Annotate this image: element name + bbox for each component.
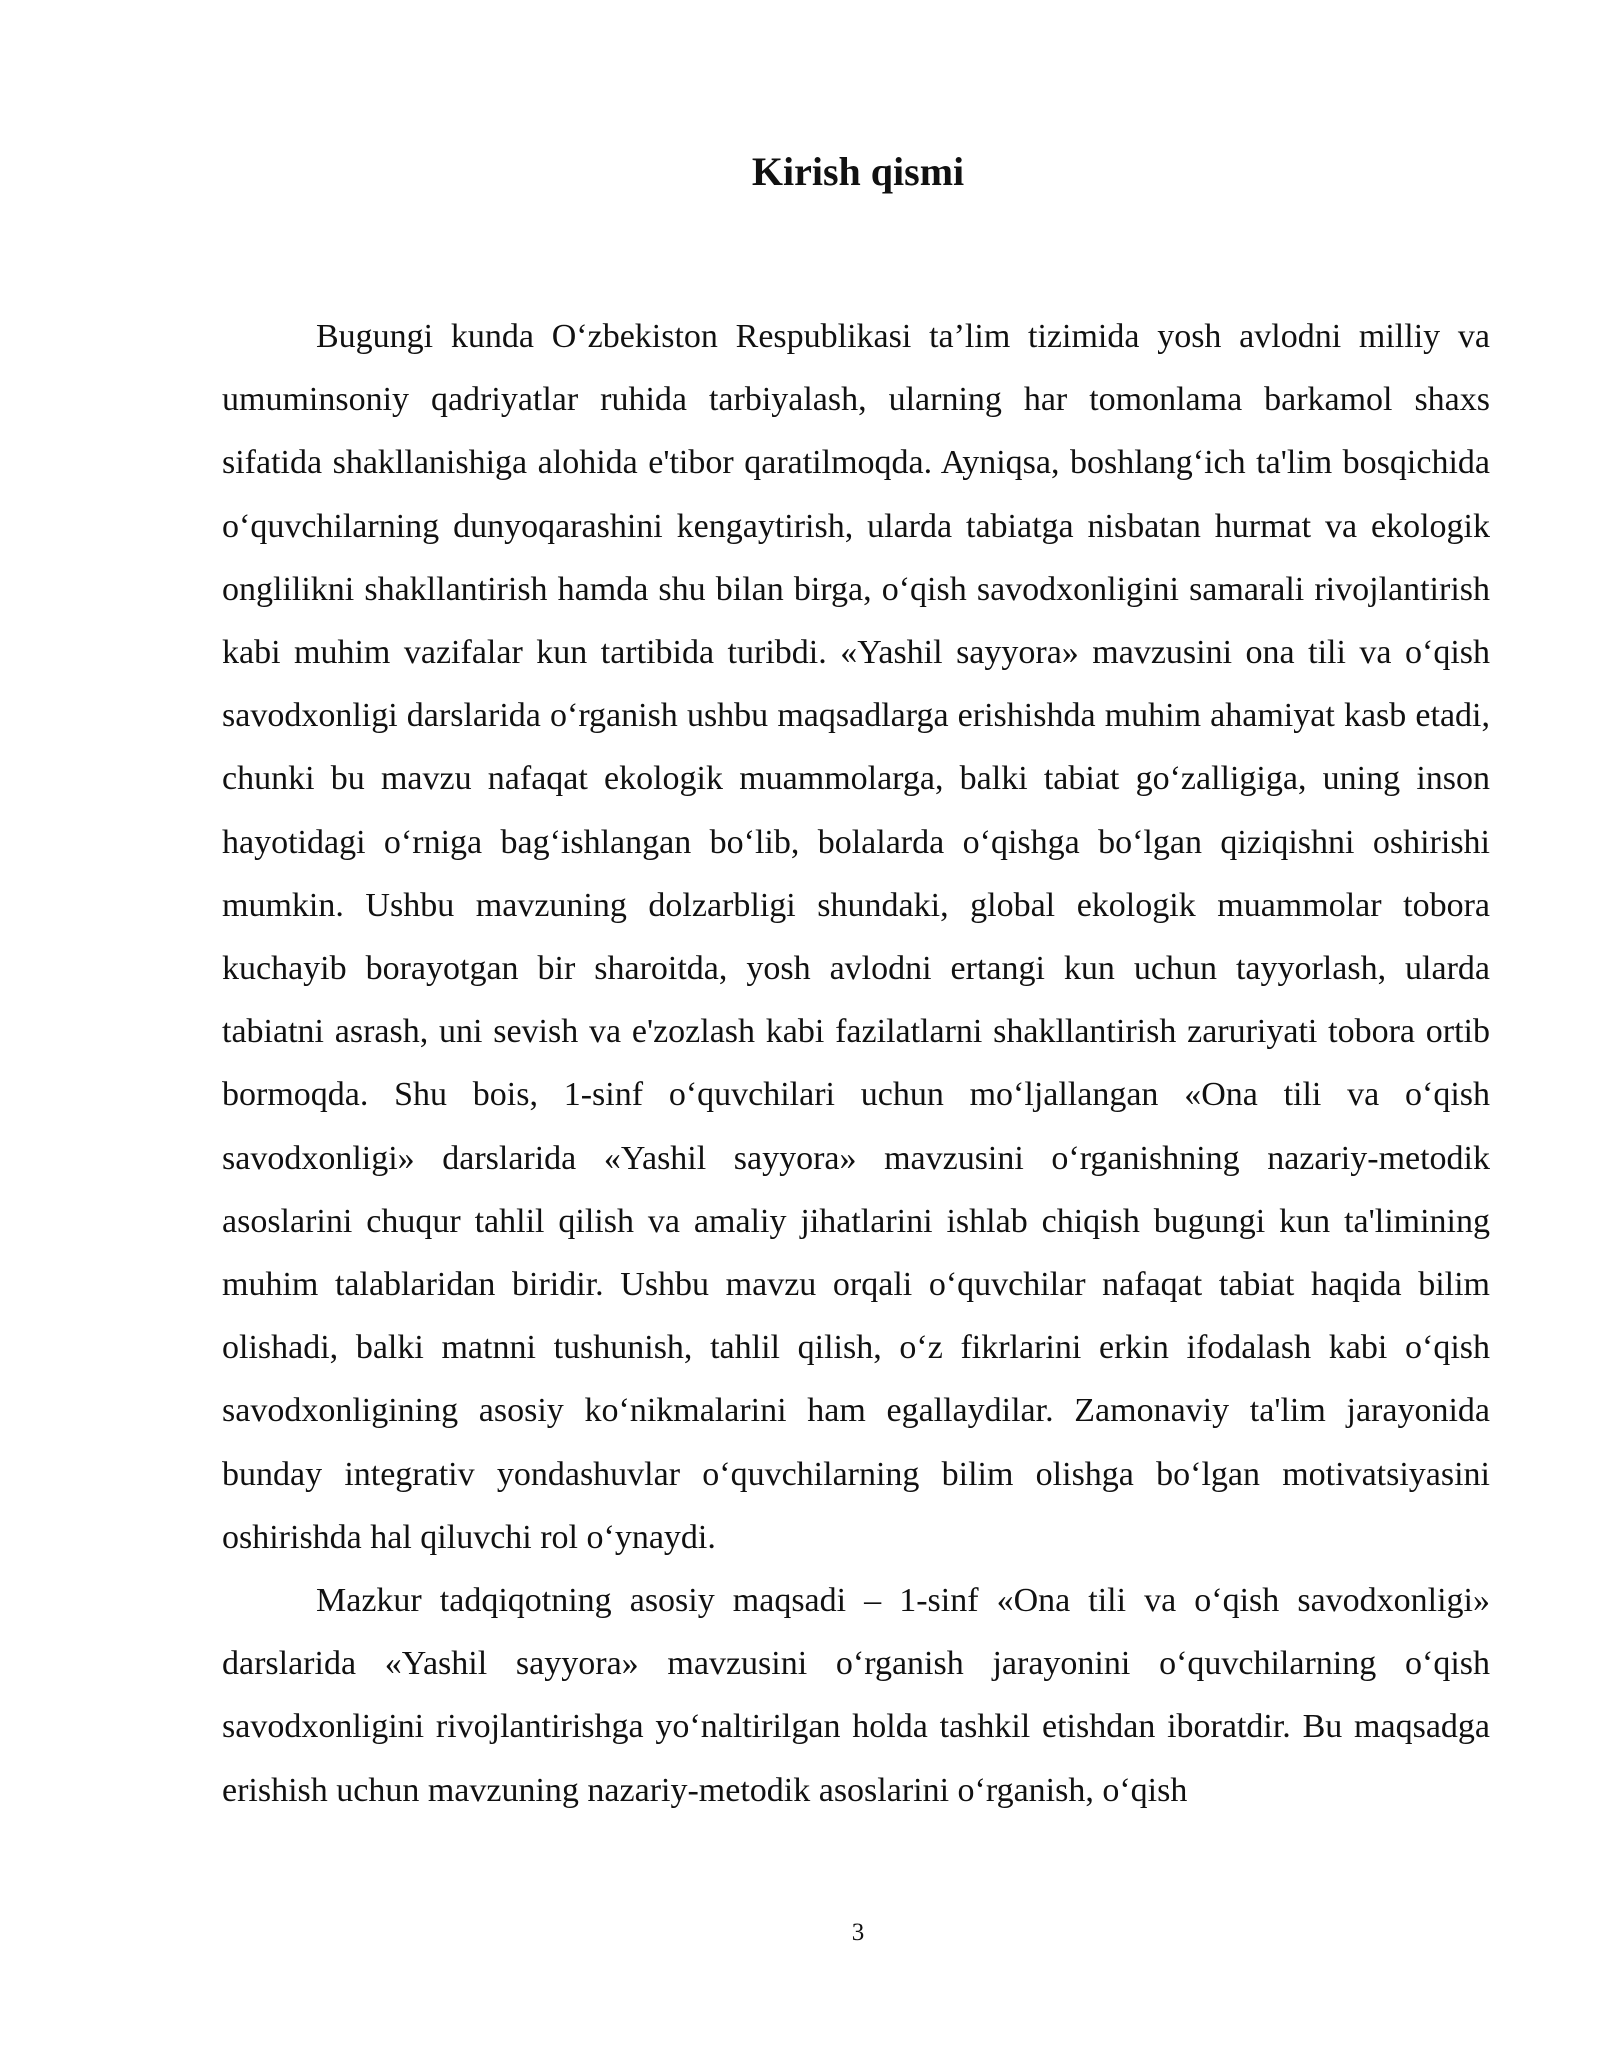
document-body	[222, 305, 1490, 1822]
paragraph-2: Mazkur tadqiqotning asosiy maqsadi – 1-sinf «Ona tili va o‘qish savodxonligi» darslarida «Yashil sayyora» mavzusini o‘rganish jarayonini o‘quvchilarning o‘qish savodxonligini rivojlantirishga yo‘naltirilgan holda tashkil etishdan iboratdir. Bu maqsadga erishish uchun mavzuning nazariy-metodik asoslarini o‘rganish, o‘qish	[222, 1582, 1490, 1809]
page-number: 3	[851, 1919, 865, 1946]
document-title: Kirish qismi	[751, 149, 965, 194]
paragraph-1: Bugungi kunda O‘zbekiston Respublikasi ta’lim tizimida yosh avlodni milliy va umuminsoniy qadriyatlar ruhida tarbiyalash, ularning har tomonlama barkamol shaxs sifatida shakllanishiga alohida e'tibor qaratilmoqda. Ayniqsa, boshlang‘ich ta'lim bosqichida o‘quvchilarning dunyoqarashini kengaytirish, ularda tabiatga nisbatan hurmat va ekologik onglilikni shakllantirish hamda shu bilan birga, o‘qish savodxonligini samarali rivojlantirish kabi muhim vazifalar kun tartibida turibdi. «Yashil sayyora» mavzusini ona tili va o‘qish savodxonligi darslarida o‘rganish ushbu maqsadlarga erishishda muhim ahamiyat kasb etadi, chunki bu mavzu nafaqat ekologik muammolarga, balki tabiat go‘zalligiga, uning inson hayotidagi o‘rniga bag‘ishlangan bo‘lib, bolalarda o‘qishga bo‘lgan qiziqishni oshirishi mumkin. Ushbu mavzuning dolzarbligi shundaki, global ekologik muammolar tobora kuchayib borayotgan bir sharoitda, yosh avlodni ertangi kun uchun tayyorlash, ularda tabiatni asrash, uni sevish va e'zozlash kabi fazilatlarni shakllantirish zaruriyati tobora ortib bormoqda. Shu bois, 1-sinf o‘quvchilari uchun mo‘ljallangan «Ona tili va o‘qish savodxonligi» darslarida «Yashil sayyora» mavzusini o‘rganishning nazariy-metodik asoslarini chuqur tahlil qilish va amaliy jihatlarini ishlab chiqish bugungi kun ta'limining muhim talablaridan biridir. Ushbu mavzu orqali o‘quvchilar nafaqat tabiat haqida bilim olishadi, balki matnni tushunish, tahlil qilish, o‘z fikrlarini erkin ifodalash kabi o‘qish savodxonligining asosiy ko‘nikmalarini ham egallaydilar. Zamonaviy ta'lim jarayonida bunday integrativ yondashuvlar o‘quvchilarning bilim olishga bo‘lgan motivatsiyasini oshirishda hal qiluvchi rol o‘ynaydi.	[222, 318, 1490, 1556]
